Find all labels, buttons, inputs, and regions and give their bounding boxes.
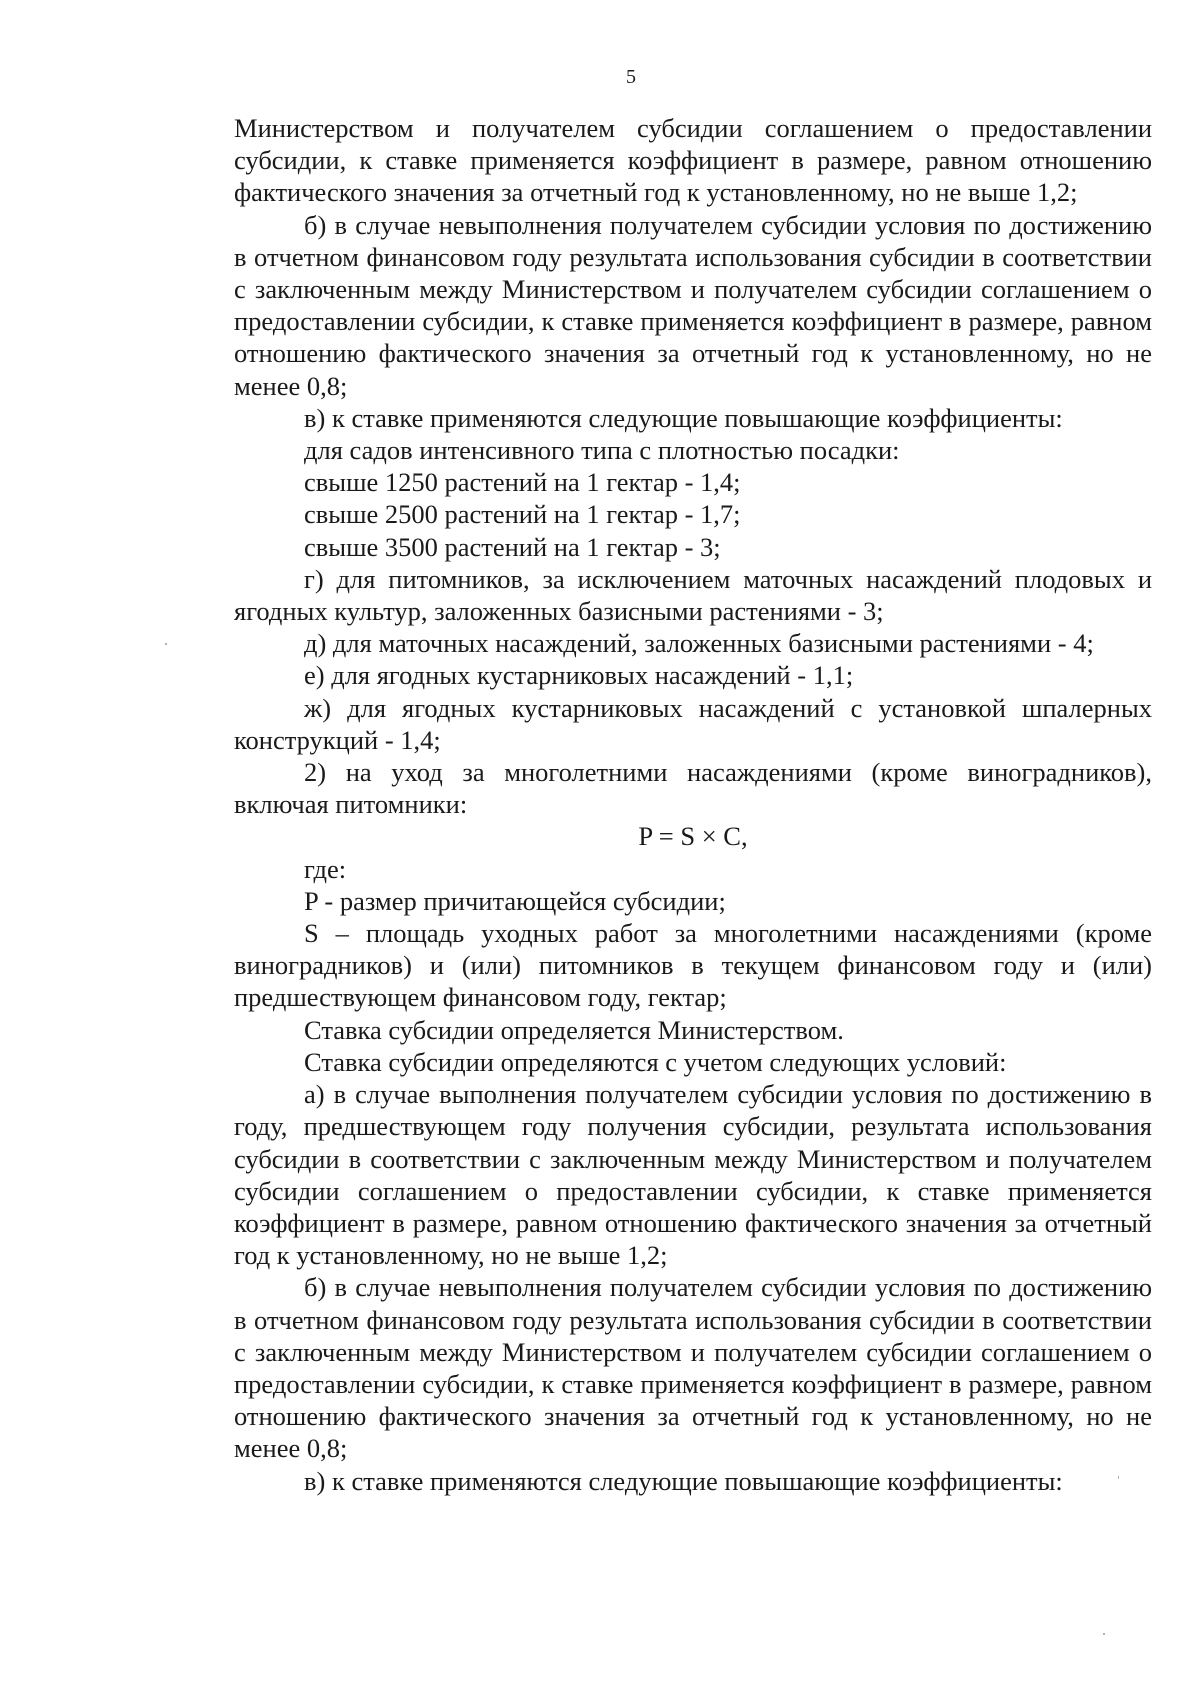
paragraph-def-p: P - размер причитающейся субсидии; (304, 885, 726, 916)
paragraph-density-1250: свыше 1250 растений на 1 гектар - 1,4; (304, 467, 741, 498)
paragraph-item-d: д) для маточных насаждений, заложенных базисными растениями - 4; (304, 628, 1094, 659)
paragraph-def-s: S – площадь уходных работ за многолетними насаждениями (кроме виноградников) и (или) питомников в текущем финансовом году и (или) предшествующем финансовом году, гектар; (234, 918, 1152, 1013)
paragraph-item-e: е) для ягодных кустарниковых насаждений - 1,1; (304, 660, 854, 691)
formula: P = S × C, (638, 821, 748, 852)
paragraph-intensive-gardens: для садов интенсивного типа с плотностью посадки: (304, 435, 900, 466)
paragraph-rate-ministry: Ставка субсидии определяется Министерством. (304, 1014, 844, 1045)
paragraph-item-a-2: а) в случае выполнения получателем субсидии условия по достижению в году, предшествующем году получения субсидии, результата использования субсидии в соответствии с заключенным между Министерством и получателем субсидии соглашением о предоставлении субсидии, к ставке применяется коэффициент в размере, равном отношению фактического значения за отчетный год к установленному, но не выше 1,2; (234, 1079, 1152, 1271)
paragraph-item-g: г) для питомников, за исключением маточных насаждений плодовых и ягодных культур, заложенных базисными растениями - 3; (234, 563, 1152, 627)
paragraph-item-b-2: б) в случае невыполнения получателем субсидии условия по достижению в отчетном финансовом году результата использования субсидии в соответствии с заключенным между Министерством и получателем субсидии соглашением о предоставлении субсидии, к ставке применяется коэффициент в размере, равном отношению фактического значения за отчетный год к установленному, но не менее 0,8; (234, 1272, 1152, 1464)
scan-speck (165, 643, 167, 645)
paragraph-item-b: б) в случае невыполнения получателем субсидии условия по достижению в отчетном финансовом году результата использования субсидии в соответствии с заключенным между Министерством и получателем субсидии соглашением о предоставлении субсидии, к ставке применяется коэффициент в размере, равном отношению фактического значения за отчетный год к установленному, но не менее 0,8; (234, 209, 1152, 401)
scan-speck (1103, 1633, 1105, 1635)
paragraph-density-3500: свыше 3500 растений на 1 гектар - 3; (304, 531, 721, 562)
document-body (234, 112, 1152, 1497)
paragraph-where: где: (304, 853, 347, 884)
paragraph-item-v-2: в) к ставке применяются следующие повышающие коэффициенты: (304, 1465, 1063, 1496)
paragraph-item-zh: ж) для ягодных кустарниковых насаждений с установкой шпалерных конструкций - 1,4; (234, 692, 1152, 755)
page-number: 5 (626, 66, 636, 88)
paragraph-item-v: в) к ставке применяются следующие повышающие коэффициенты: (304, 402, 1063, 433)
paragraph-density-2500: свыше 2500 растений на 1 гектар - 1,7; (304, 499, 741, 530)
scan-speck (1118, 1476, 1119, 1479)
paragraph-item-2: 2) на уход за многолетними насаждениями (кроме виноградников), включая питомники: (234, 757, 1152, 820)
paragraph-rate-conditions: Ставка субсидии определяются с учетом следующих условий: (304, 1046, 1007, 1077)
paragraph-continuation: Министерством и получателем субсидии соглашением о предоставлении субсидии, к ставке применяется коэффициент в размере, равном отношению фактического значения за отчетный год к установленному, но не выше 1,2; (234, 113, 1152, 208)
